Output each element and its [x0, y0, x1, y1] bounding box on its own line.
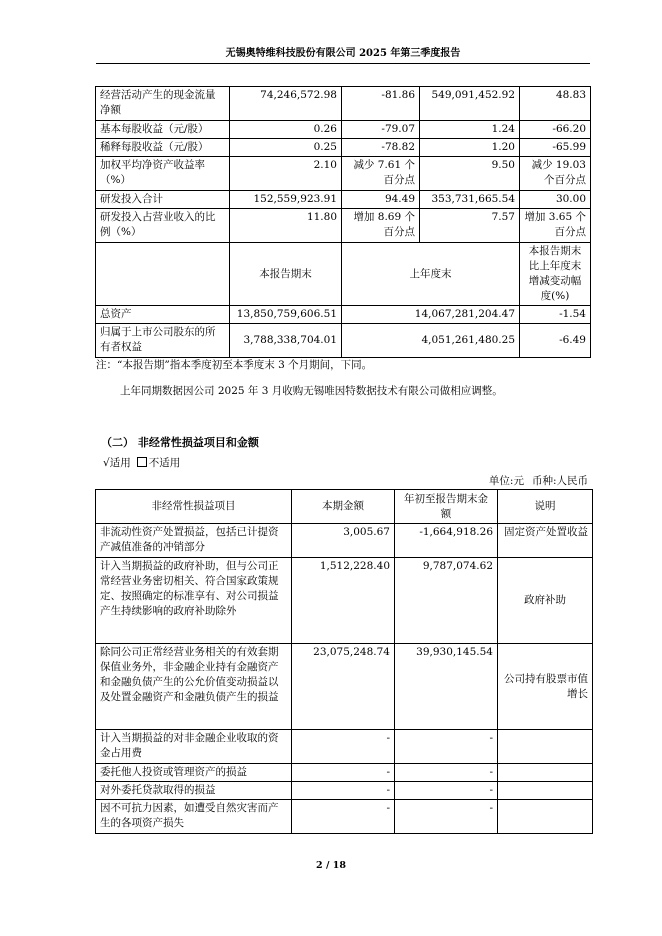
ytd-amount: - — [395, 800, 498, 834]
row-label: 研发投入占营业收入的比例（%） — [96, 209, 230, 243]
column-header: 本期金额 — [292, 490, 395, 524]
table-row — [96, 764, 593, 782]
ytd-amount: - — [395, 782, 498, 800]
current-amount: 1,512,228.40 — [292, 558, 395, 644]
table-row — [96, 209, 591, 243]
cell-value: 94.49 — [342, 191, 420, 209]
unit-label: 单位:元 — [488, 475, 524, 487]
table-row — [96, 121, 591, 139]
current-amount: 23,075,248.74 — [292, 644, 395, 730]
cell-value: -66.20 — [520, 121, 591, 139]
cell-value: 0.25 — [230, 139, 342, 157]
cell-value: 2.10 — [230, 157, 342, 191]
table-row — [96, 139, 591, 157]
empty-cell — [96, 243, 230, 306]
non-recurring-items-table — [95, 489, 593, 834]
remark-cell — [498, 800, 593, 834]
cell-value: 1.20 — [420, 139, 520, 157]
current-amount: - — [292, 800, 395, 834]
cell-value: 11.80 — [230, 209, 342, 243]
remark-cell: 公司持有股票市值增长 — [498, 644, 593, 730]
remark-cell: 政府补助 — [498, 558, 593, 644]
table-row — [96, 558, 593, 644]
column-header: 上年度末 — [342, 243, 520, 306]
cell-value: 353,731,665.54 — [420, 191, 520, 209]
current-amount: - — [292, 730, 395, 764]
cell-value: 74,246,572.98 — [230, 87, 342, 121]
item-cell: 对外委托贷款取得的损益 — [96, 782, 292, 800]
cell-value: 152,559,923.91 — [230, 191, 342, 209]
table-row — [96, 157, 591, 191]
remark-cell: 固定资产处置收益 — [498, 524, 593, 558]
cell-value: 7.57 — [420, 209, 520, 243]
item-cell: 除同公司正常经营业务相关的有效套期保值业务外，非金融企业持有金融资产和金融负债产生的公允价值变动损益以及处置金融资产和金融负债产生的损益 — [96, 644, 292, 730]
table-note: 注：“本报告期”指本季度初至本季度末 3 个月期间，下同。 — [96, 359, 373, 371]
cell-value: 0.26 — [230, 121, 342, 139]
table-row — [96, 306, 591, 324]
table-header-row — [96, 490, 593, 524]
table-row — [96, 782, 593, 800]
cell-value: 549,091,452.92 — [420, 87, 520, 121]
cell-value: 30.00 — [520, 191, 591, 209]
column-header: 说明 — [498, 490, 593, 524]
table-row — [96, 324, 591, 358]
cell-value: 14,067,281,204.47 — [342, 306, 520, 324]
table-subheader-row — [96, 243, 591, 306]
item-cell: 委托他人投资或管理资产的损益 — [96, 764, 292, 782]
item-cell: 计入当期损益的对非金融企业收取的资金占用费 — [96, 730, 292, 764]
not-applicable-label: 不适用 — [148, 457, 181, 469]
remark-cell — [498, 782, 593, 800]
applicability-line — [103, 455, 180, 470]
cell-value: 减少 7.61 个百分点 — [342, 157, 420, 191]
ytd-amount: - — [395, 764, 498, 782]
table-row — [96, 644, 593, 730]
page-number: 2 / 18 — [316, 860, 346, 871]
row-label: 经营活动产生的现金流量净额 — [96, 87, 230, 121]
cell-value: -65.99 — [520, 139, 591, 157]
cell-value: -79.07 — [342, 121, 420, 139]
cell-value: -1.54 — [520, 306, 591, 324]
table-row — [96, 730, 593, 764]
row-label: 基本每股收益（元/股） — [96, 121, 230, 139]
currency-label: 币种:人民币 — [531, 475, 588, 487]
cell-value: 增加 8.69 个百分点 — [342, 209, 420, 243]
cell-value: 3,788,338,704.01 — [230, 324, 342, 358]
current-amount: - — [292, 764, 395, 782]
row-label: 总资产 — [96, 306, 230, 324]
cell-value: 13,850,759,606.51 — [230, 306, 342, 324]
ytd-amount: 9,787,074.62 — [395, 558, 498, 644]
item-cell: 因不可抗力因素，如遭受自然灾害而产生的各项资产损失 — [96, 800, 292, 834]
current-amount: 3,005.67 — [292, 524, 395, 558]
cell-value: 增加 3.65 个百分点 — [520, 209, 591, 243]
row-label: 稀释每股收益（元/股） — [96, 139, 230, 157]
cell-value: 减少 19.03 个百分点 — [520, 157, 591, 191]
cell-value: -6.49 — [520, 324, 591, 358]
checkbox-icon — [137, 457, 147, 467]
column-header: 非经常性损益项目 — [96, 490, 292, 524]
table-row — [96, 524, 593, 558]
row-label: 归属于上市公司股东的所有者权益 — [96, 324, 230, 358]
applicable-checked: √适用 — [103, 457, 131, 469]
cell-value: -78.82 — [342, 139, 420, 157]
table-row — [96, 800, 593, 834]
cell-value: 48.83 — [520, 87, 591, 121]
cell-value: -81.86 — [342, 87, 420, 121]
ytd-amount: 39,930,145.54 — [395, 644, 498, 730]
remark-cell — [498, 730, 593, 764]
table-row — [96, 87, 591, 121]
column-header: 本报告期末比上年度末增减变动幅度(%) — [520, 243, 591, 306]
key-financials-table — [95, 86, 591, 358]
unit-line — [489, 473, 588, 488]
column-header: 本报告期末 — [230, 243, 342, 306]
report-header: 无锡奥特维科技股份有限公司 2025 年第三季度报告 — [96, 44, 590, 64]
item-cell: 非流动性资产处置损益，包括已计提资产减值准备的冲销部分 — [96, 524, 292, 558]
cell-value: 1.24 — [420, 121, 520, 139]
item-cell: 计入当期损益的政府补助，但与公司正常经营业务密切相关、符合国家政策规定、按照确定的标准享有、对公司损益产生持续影响的政府补助除外 — [96, 558, 292, 644]
adjustment-note: 上年同期数据因公司 2025 年 3 月收购无锡唯因特数据技术有限公司做相应调整。 — [120, 385, 503, 397]
ytd-amount: -1,664,918.26 — [395, 524, 498, 558]
column-header: 年初至报告期末金额 — [395, 490, 498, 524]
cell-value: 9.50 — [420, 157, 520, 191]
row-label: 加权平均净资产收益率（%） — [96, 157, 230, 191]
row-label: 研发投入合计 — [96, 191, 230, 209]
section-title: （二） 非经常性损益项目和金额 — [101, 436, 259, 449]
table-row — [96, 191, 591, 209]
ytd-amount: - — [395, 730, 498, 764]
remark-cell — [498, 764, 593, 782]
current-amount: - — [292, 782, 395, 800]
cell-value: 4,051,261,480.25 — [342, 324, 520, 358]
